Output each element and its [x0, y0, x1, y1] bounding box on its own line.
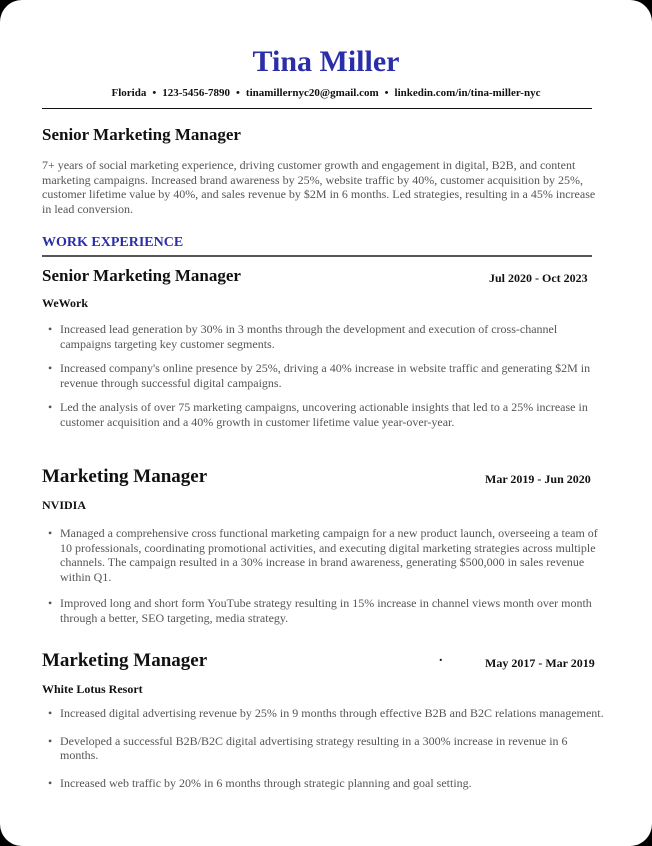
list-item [42, 706, 607, 721]
job-dates: May 2017 - Mar 2019 [485, 656, 595, 670]
bullet-icon: • [48, 322, 53, 336]
list-item [42, 734, 607, 763]
company-name: White Lotus Resort [42, 682, 143, 696]
section-title-work-experience: WORK EXPERIENCE [42, 235, 184, 250]
job-dates: Mar 2019 - Jun 2020 [485, 472, 591, 486]
section-divider [42, 255, 592, 257]
bullet-icon: • [48, 526, 53, 540]
bullet-icon: • [48, 596, 53, 611]
list-item [42, 596, 607, 625]
contact-separator: • [384, 87, 389, 99]
bullet-text: Managed a comprehensive cross functional marketing campaign for a new product launch, overseeing a team of 10 professionals, coordinating promotional activities, and executing digital marketing strategies across multiple channels. The campaign resulted in a 30% increase in brand awareness, generating $500,000 in sales revenue within Q1. [60, 526, 598, 584]
list-item [42, 776, 607, 791]
job-entry [42, 266, 602, 436]
bullet-text: Developed a successful B2B/B2C digital advertising strategy resulting in a 300% increase in revenue in 6 months. [60, 733, 568, 763]
list-item [42, 361, 607, 390]
list-item [42, 400, 607, 429]
contact-phone: 123-5456-7890 [162, 87, 231, 99]
bullet-icon: • [48, 361, 53, 376]
candidate-name: Tina Miller [252, 45, 400, 78]
contact-linkedin[interactable]: linkedin.com/in/tina-miller-nyc [394, 87, 541, 99]
job-bullets [42, 706, 607, 790]
job-title: Senior Marketing Manager [42, 266, 241, 285]
bullet-icon: • [48, 400, 53, 415]
list-item [42, 526, 607, 584]
job-entry [42, 466, 602, 636]
job-title: Marketing Manager [42, 466, 208, 487]
bullet-icon: • [48, 775, 53, 790]
contact-separator: • [152, 87, 157, 99]
company-name: NVIDIA [42, 498, 87, 512]
job-bullets [42, 322, 607, 430]
bullet-text: Led the analysis of over 75 marketing campaigns, uncovering actionable insights that led to a 25% increase in customer acquisition and a 40% growth in customer lifetime value year-over-year. [60, 400, 588, 429]
bullet-text: Increased web traffic by 20% in 6 months through strategic planning and goal setting. [60, 775, 472, 790]
header-divider [42, 108, 592, 109]
bullet-icon: • [48, 733, 53, 748]
bullet-text: Improved long and short form YouTube strategy resulting in 15% increase in channel views month over month through a better, SEO targeting, media strategy. [60, 596, 592, 625]
bullet-text: Increased lead generation by 30% in 3 months through the development and execution of cross-channel campaigns targeting key customer segments. [60, 322, 558, 351]
job-title: Marketing Manager [42, 650, 208, 671]
contact-line [0, 86, 652, 100]
contact-separator: • [236, 87, 240, 99]
job-dates: Jul 2020 - Oct 2023 [489, 271, 588, 285]
bullet-icon: • [48, 706, 53, 720]
job-bullets [42, 526, 607, 626]
contact-location: Florida [111, 87, 147, 99]
bullet-text: Increased company's online presence by 25%, driving a 40% increase in website traffic and generating $2M in revenue through successful digital campaigns. [60, 361, 591, 390]
bullet-text: Increased digital advertising revenue by 25% in 9 months through effective B2B and B2C relations management. [60, 706, 604, 720]
professional-headline: Senior Marketing Manager [42, 125, 241, 144]
company-name: WeWork [42, 296, 89, 310]
job-entry [42, 650, 602, 790]
stray-mark: . [439, 650, 443, 665]
list-item [42, 322, 607, 351]
contact-email[interactable]: tinamillernyc20@gmail.com [245, 87, 379, 99]
professional-summary: 7+ years of social marketing experience, driving customer growth and engagement in digital, B2B, and content marketing campaigns. Increased brand awareness by 25%, website traffic by 40%, customer acquisition by 25%, customer lifetime value by 40%, and sales revenue by $2M in 6 months. Led strategies, resulting in a 45% increase in lead conversion. [42, 158, 596, 216]
